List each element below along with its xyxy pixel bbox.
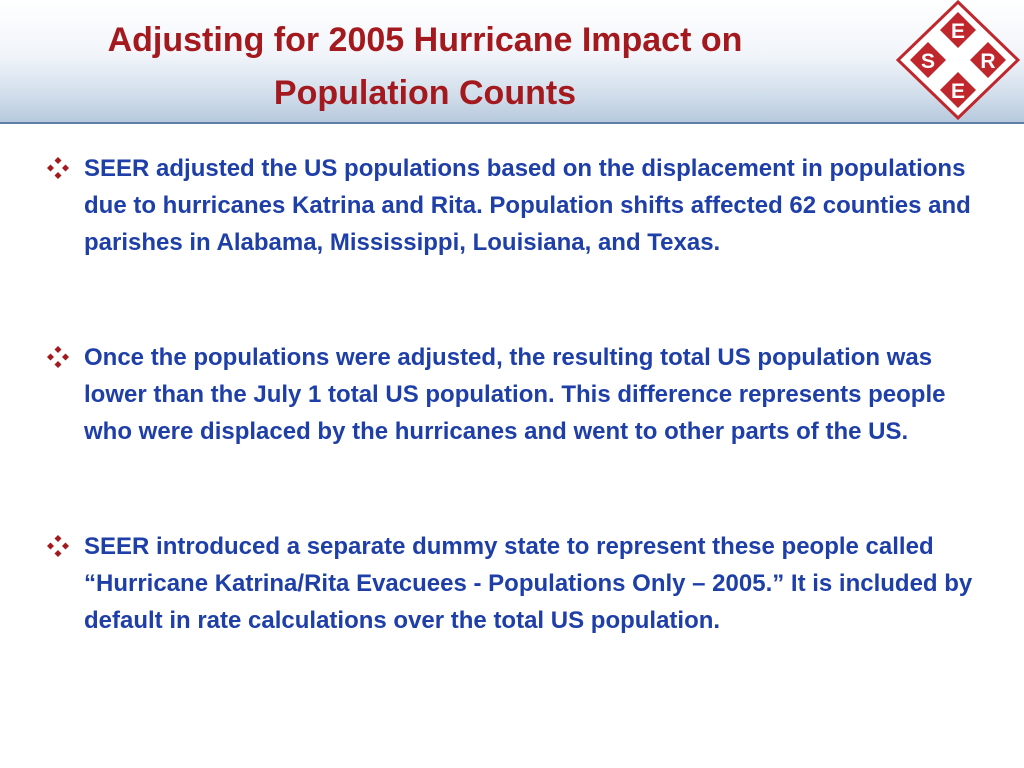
bullet-text: SEER adjusted the US populations based on the displacement in populations due to hurricanes Katrina and Rita. Population shifts affected 62 counties and parishes in Alabama, Mississippi, Louisiana, and Texas.: [84, 155, 971, 256]
slide-title: [30, 14, 820, 120]
bullet-list: [46, 150, 996, 639]
bullet-item-2: [46, 339, 996, 450]
seer-diamond-logo-icon: [896, 0, 1020, 120]
slide-title-line-2: Population Counts: [273, 74, 577, 112]
slide-header: [0, 0, 1024, 124]
diamond-bullet-icon: [46, 156, 70, 180]
logo-letter-bottom: E: [950, 80, 966, 103]
logo-letter-left: S: [920, 50, 936, 73]
bullet-text: Once the populations were adjusted, the resulting total US population was lower than the July 1 total US population. This difference represents people who were displaced by the hurricanes and went to other parts of the US.: [84, 344, 946, 445]
diamond-bullet-icon: [46, 345, 70, 369]
bullet-item-3: [46, 528, 996, 639]
bullet-text: SEER introduced a separate dummy state to represent these people called “Hurricane Katrina/Rita Evacuees - Populations Only – 2005.” It is included by default in rate calculations over the total US population.: [84, 533, 973, 634]
bullet-item-1: [46, 150, 996, 261]
logo-letter-top: E: [950, 20, 966, 43]
slide-title-line-1: Adjusting for 2005 Hurricane Impact on: [107, 21, 743, 59]
logo-letter-right: R: [980, 50, 996, 73]
diamond-bullet-icon: [46, 534, 70, 558]
